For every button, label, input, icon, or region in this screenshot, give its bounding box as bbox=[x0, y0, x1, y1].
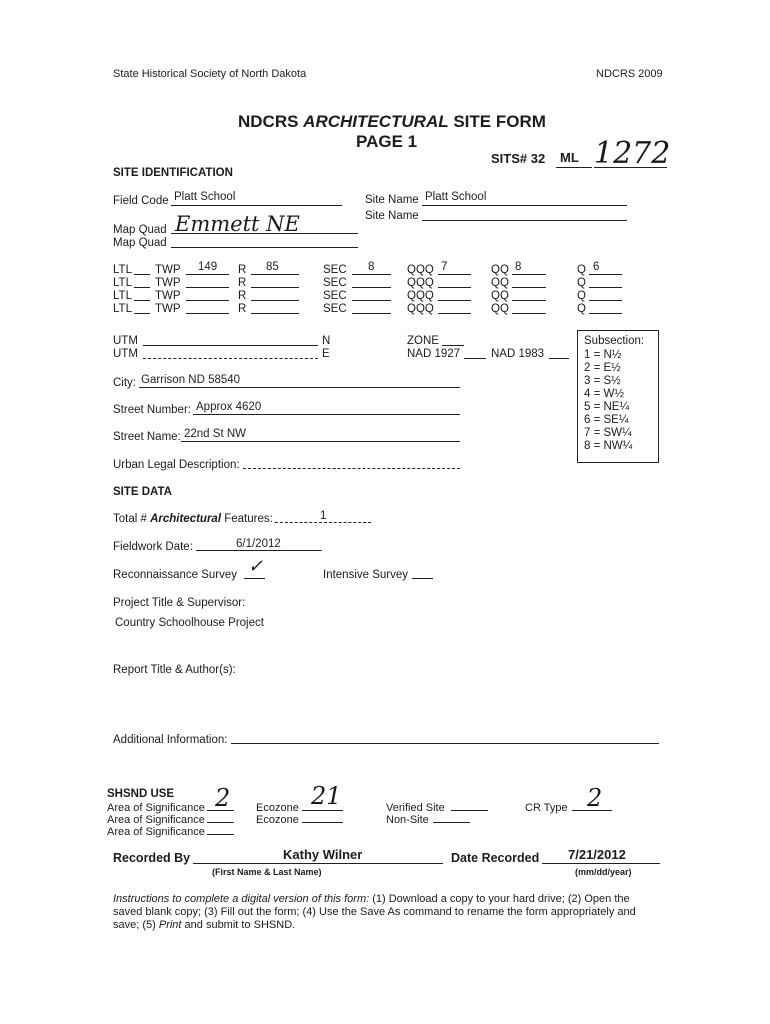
area-of-significance-value[interactable]: 2 bbox=[215, 784, 231, 812]
form-title: NDCRS ARCHITECTURAL SITE FORM bbox=[238, 112, 546, 131]
date-recorded-value[interactable]: 7/21/2012 bbox=[568, 847, 626, 862]
q-value[interactable]: 6 bbox=[593, 261, 600, 273]
street-number-label: Street Number: bbox=[113, 404, 191, 416]
street-number-value[interactable]: Approx 4620 bbox=[196, 401, 262, 413]
qq-value[interactable]: 8 bbox=[515, 261, 522, 273]
qqq-label: QQQ bbox=[407, 290, 434, 302]
ecozone-label: Ecozone bbox=[256, 814, 299, 826]
subsection-legend bbox=[577, 330, 659, 463]
section-label: SEC bbox=[323, 264, 347, 276]
twp-label: TWP bbox=[155, 277, 181, 289]
fieldwork-date-value[interactable]: 6/1/2012 bbox=[236, 538, 281, 550]
sits-number: 1272 bbox=[594, 136, 671, 171]
cr-type-value[interactable]: 2 bbox=[587, 784, 603, 812]
total-features-label: Total # Architectural Features: bbox=[113, 513, 273, 525]
map-quad-label: Map Quad bbox=[113, 224, 167, 236]
subsection-item: 1 = N½ bbox=[584, 349, 622, 361]
qqq-label: QQQ bbox=[407, 264, 434, 276]
subsection-item: 5 = NE¼ bbox=[584, 401, 630, 413]
range-label: R bbox=[238, 290, 247, 302]
qqq-label: QQQ bbox=[407, 303, 434, 315]
twp-label: TWP bbox=[155, 264, 181, 276]
utm-east-label: E bbox=[322, 348, 330, 360]
section-label: SEC bbox=[323, 303, 347, 315]
verified-site-label: Verified Site bbox=[386, 802, 445, 814]
recorded-by-label: Recorded By bbox=[113, 851, 191, 865]
ecozone-label: Ecozone bbox=[256, 802, 299, 814]
subsection-item: 2 = E½ bbox=[584, 362, 621, 374]
sits-label: SITS# 32 bbox=[491, 151, 546, 166]
utm-label: UTM bbox=[113, 348, 138, 360]
q-label: Q bbox=[577, 303, 586, 315]
utm-label: UTM bbox=[113, 335, 138, 347]
recorded-by-value[interactable]: Kathy Wilner bbox=[283, 847, 363, 862]
q-label: Q bbox=[577, 264, 586, 276]
city-label: City: bbox=[113, 377, 136, 389]
site-identification-heading: SITE IDENTIFICATION bbox=[113, 167, 233, 179]
subsection-item: 4 = W½ bbox=[584, 388, 624, 400]
report-title-label: Report Title & Author(s): bbox=[113, 664, 236, 676]
city-value[interactable]: Garrison ND 58540 bbox=[141, 374, 241, 386]
subsection-title: Subsection: bbox=[584, 335, 645, 347]
q-label: Q bbox=[577, 290, 586, 302]
project-title-label: Project Title & Supervisor: bbox=[113, 597, 246, 609]
q-label: Q bbox=[577, 277, 586, 289]
site-data-heading: SITE DATA bbox=[113, 486, 172, 498]
form-code: NDCRS 2009 bbox=[596, 68, 663, 80]
area-of-significance-label: Area of Significance bbox=[107, 802, 205, 814]
total-features-value[interactable]: 1 bbox=[320, 510, 327, 522]
range-label: R bbox=[238, 277, 247, 289]
ltl-label: LTL bbox=[113, 290, 132, 302]
section-value[interactable]: 8 bbox=[368, 261, 375, 273]
range-label: R bbox=[238, 303, 247, 315]
reconnaissance-survey-label: Reconnaissance Survey bbox=[113, 569, 238, 581]
section-label: SEC bbox=[323, 277, 347, 289]
shsnd-use-heading: SHSND USE bbox=[107, 788, 175, 800]
twp-value[interactable]: 149 bbox=[198, 261, 218, 273]
section-label: SEC bbox=[323, 290, 347, 302]
subsection-item: 3 = S½ bbox=[584, 375, 621, 387]
intensive-survey-label: Intensive Survey bbox=[323, 569, 409, 581]
qqq-label: QQQ bbox=[407, 277, 434, 289]
fieldwork-date-label: Fieldwork Date: bbox=[113, 541, 193, 553]
sits-county: ML bbox=[560, 150, 579, 165]
date-recorded-label: Date Recorded bbox=[451, 851, 540, 865]
field-code-label: Field Code bbox=[113, 195, 169, 207]
zone-label: ZONE bbox=[407, 335, 439, 347]
qq-label: QQ bbox=[491, 264, 509, 276]
recorded-by-hint: (First Name & Last Name) bbox=[212, 867, 322, 877]
qqq-value[interactable]: 7 bbox=[441, 261, 448, 273]
qq-label: QQ bbox=[491, 277, 509, 289]
map-quad-2-label: Map Quad bbox=[113, 237, 167, 249]
range-value[interactable]: 85 bbox=[266, 261, 279, 273]
date-recorded-hint: (mm/dd/year) bbox=[575, 867, 632, 877]
street-name-value[interactable]: 22nd St NW bbox=[184, 428, 246, 440]
ltl-label: LTL bbox=[113, 303, 132, 315]
subsection-item: 8 = NW¼ bbox=[584, 440, 633, 452]
street-name-label: Street Name: bbox=[113, 431, 181, 443]
area-of-significance-label: Area of Significance bbox=[107, 826, 205, 838]
urban-legal-label: Urban Legal Description: bbox=[113, 459, 240, 471]
ltl-label: LTL bbox=[113, 264, 132, 276]
nad-1983-label: NAD 1983 bbox=[491, 348, 545, 360]
org-name: State Historical Society of North Dakota bbox=[113, 68, 307, 80]
subsection-item: 6 = SE¼ bbox=[584, 414, 629, 426]
site-name-2-label: Site Name bbox=[365, 210, 419, 222]
additional-info-label: Additional Information: bbox=[113, 734, 228, 746]
twp-label: TWP bbox=[155, 303, 181, 315]
utm-north-label: N bbox=[322, 335, 331, 347]
range-label: R bbox=[238, 264, 247, 276]
page-number: PAGE 1 bbox=[356, 132, 418, 151]
nad-1927-label: NAD 1927 bbox=[407, 348, 461, 360]
subsection-item: 7 = SW¼ bbox=[584, 427, 632, 439]
project-title-value[interactable]: Country Schoolhouse Project bbox=[115, 617, 264, 629]
ecozone-value[interactable]: 21 bbox=[311, 782, 342, 810]
twp-label: TWP bbox=[155, 290, 181, 302]
site-name-value[interactable]: Platt School bbox=[425, 191, 487, 203]
site-name-label: Site Name bbox=[365, 194, 419, 206]
non-site-label: Non-Site bbox=[386, 814, 429, 826]
qq-label: QQ bbox=[491, 290, 509, 302]
ltl-label: LTL bbox=[113, 277, 132, 289]
qq-label: QQ bbox=[491, 303, 509, 315]
reconnaissance-checkmark[interactable]: ✓ bbox=[248, 556, 264, 577]
cr-type-label: CR Type bbox=[525, 802, 568, 814]
map-quad-value[interactable]: Emmett NE bbox=[175, 212, 300, 236]
field-code-value[interactable]: Platt School bbox=[174, 191, 236, 203]
area-of-significance-label: Area of Significance bbox=[107, 814, 205, 826]
instructions-text: Instructions to complete a digital version of this form: (1) Download a copy to your hard drive; (2) Open the saved blank copy; (3) Fill out the form; (4) Use the Save As command to rename the form appropriately and save; (5) Print and submit to SHSND. bbox=[113, 893, 636, 931]
